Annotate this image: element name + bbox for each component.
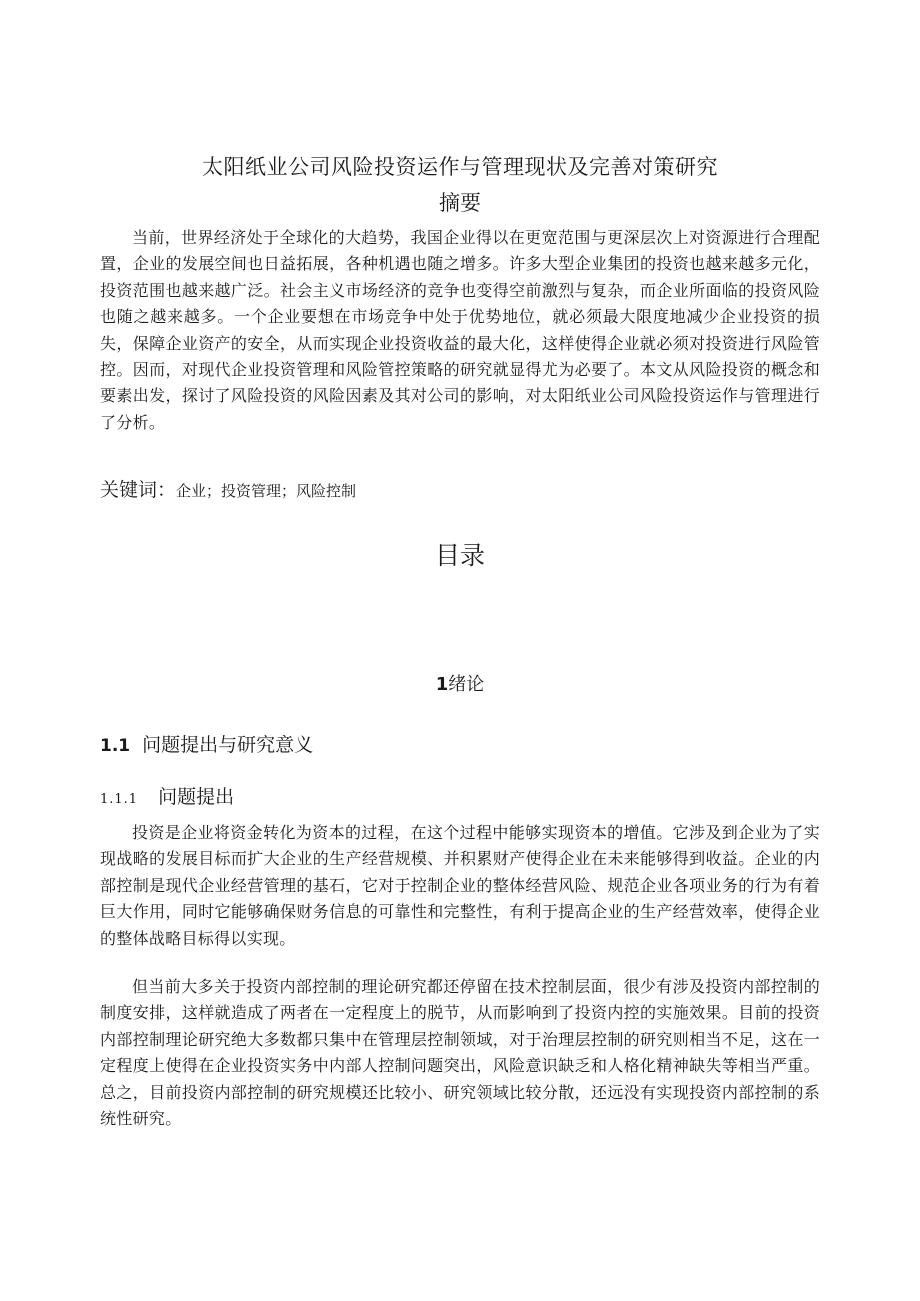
section-title: 问题提出与研究意义	[142, 734, 314, 756]
section-number: 1.1	[100, 736, 131, 756]
document-title: 太阳纸业公司风险投资运作与管理现状及完善对策研究	[202, 155, 718, 179]
chapter-number: 1	[435, 674, 449, 695]
keywords-values: 企业；投资管理；风险控制	[176, 482, 357, 500]
chapter-heading	[100, 670, 820, 700]
abstract-paragraph: 当前，世界经济处于全球化的大趋势，我国企业得以在更宽范围与更深层次上对资源进行合理配置，企业的发展空间也日益拓展，各种机遇也随之增多。许多大型企业集团的投资也越来越多元化，投资范围也越来越广泛。社会主义市场经济的竞争也变得空前激烈与复杂，而企业所面临的投资风险也随之越来越多。一个企业要想在市场竞争中处于优势地位，就必须最大限度地减少企业投资的损失，保障企业资产的安全，从而实现企业投资收益的最大化，这样使得企业就必须对投资进行风险管控。因而，对现代企业投资管理和风险管控策略的研究就显得尤为必要了。本文从风险投资的概念和要素出发，探讨了风险投资的风险因素及其对公司的影响，对太阳纸业公司风险投资运作与管理进行了分析。	[100, 228, 820, 432]
keywords-label: 关键词：	[100, 479, 177, 501]
body-paragraph: 但当前大多关于投资内部控制的理论研究都还停留在技术控制层面，很少有涉及投资内部控制的制度安排，这样就造成了两者在一定程度上的脱节，从而影响到了投资内控的实施效果。目前的投资内部控制理论研究绝大多数都只集中在管理层控制领域，对于治理层控制的研究则相当不足，这在一定程度上使得在企业投资实务中内部人控制问题突出，风险意识缺乏和人格化精神缺失等相当严重。总之，目前投资内部控制的研究规模还比较小、研究领域比较分散，还远没有实现投资内部控制的系统性研究。	[100, 977, 820, 1129]
subsection-title: 问题提出	[158, 786, 235, 808]
body-paragraph: 投资是企业将资金转化为资本的过程，在这个过程中能够实现资本的增值。它涉及到企业为了实现战略的发展目标而扩大企业的生产经营规模、并积累财产使得企业在未来能够得到收益。企业的内部控制是现代企业经营管理的基石，它对于控制企业的整体经营风险、规范企业各项业务的行为有着巨大作用，同时它能够确保财务信息的可靠性和完整性，有利于提高企业的生产经营效率，使得企业的整体战略目标得以实现。	[100, 823, 820, 948]
subsection-heading	[100, 782, 234, 815]
keywords-line	[100, 477, 820, 504]
subsection-number: 1.1.1	[100, 792, 139, 807]
section-heading	[100, 730, 313, 761]
abstract-heading: 摘要	[439, 191, 481, 215]
chapter-title: 绪论	[448, 674, 485, 695]
toc-heading: 目录	[434, 541, 485, 570]
